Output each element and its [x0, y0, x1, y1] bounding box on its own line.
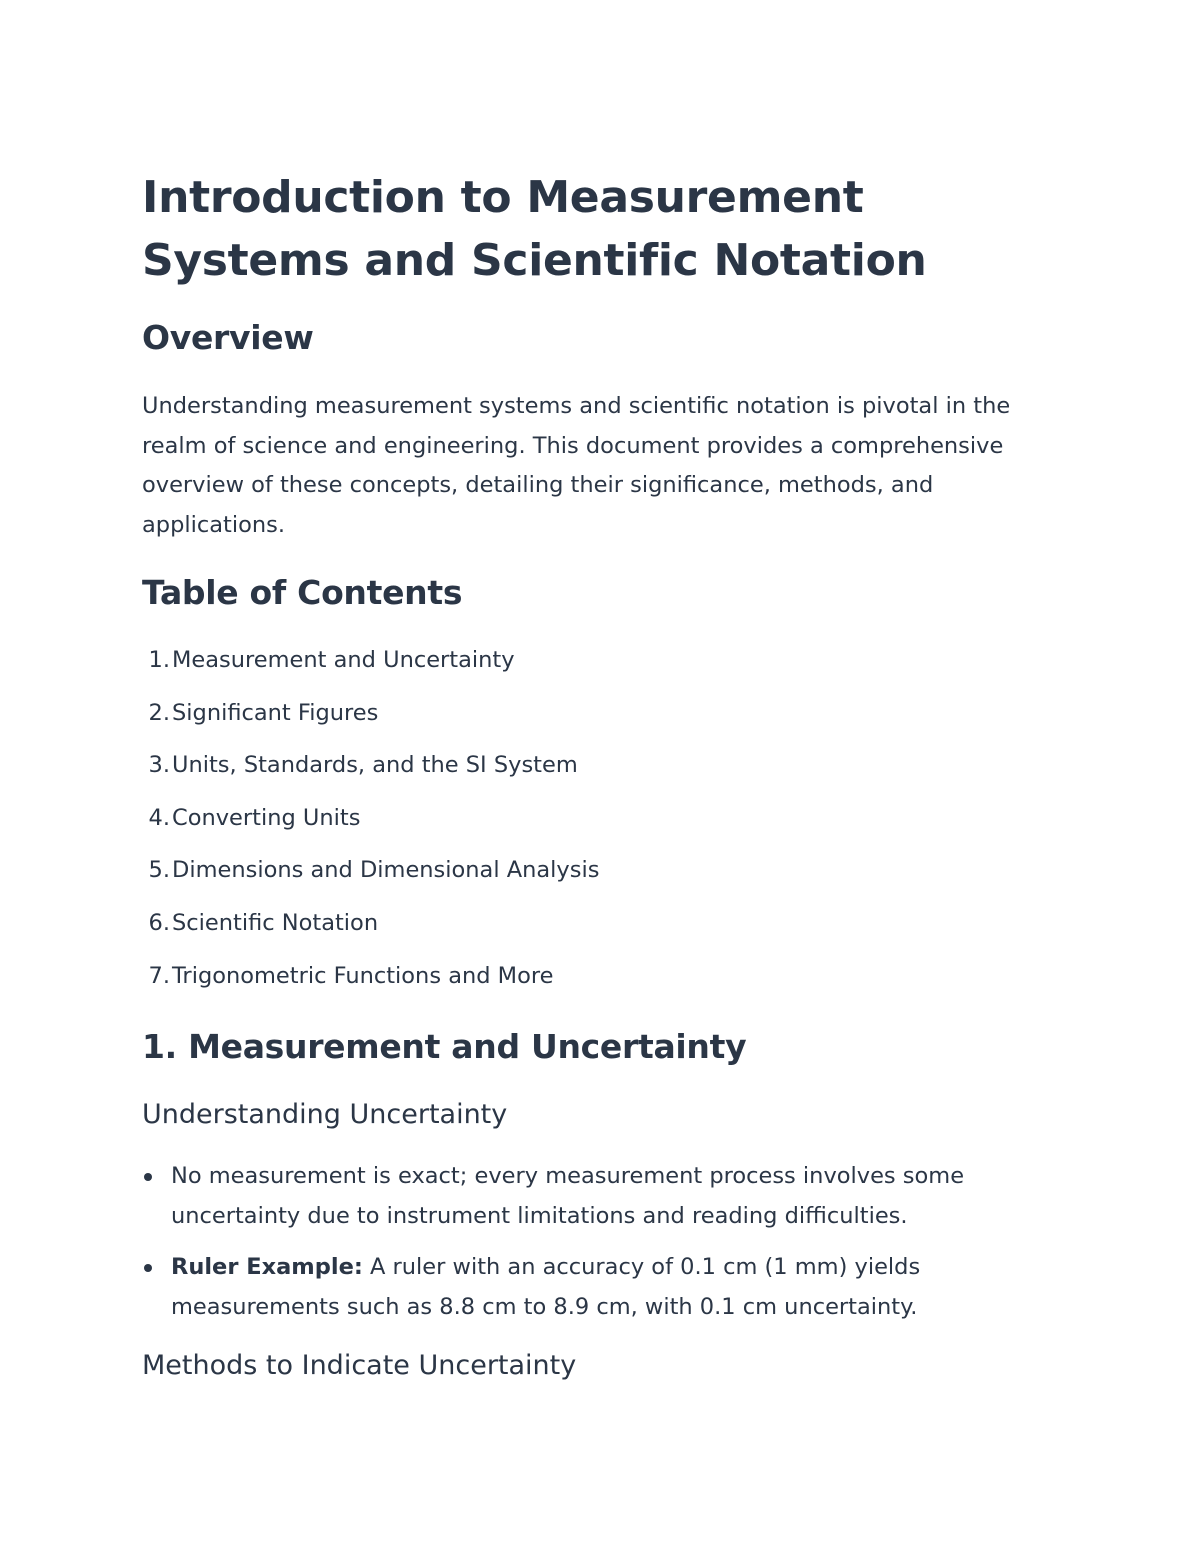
toc-item-trigonometric-functions[interactable] — [142, 958, 599, 1011]
bullet-icon — [144, 1173, 152, 1181]
table-of-contents — [142, 642, 599, 1010]
bullet-text: No measurement is exact; every measurement process involves some uncertainty due to instrument limitations and reading difficulties. — [171, 1163, 965, 1229]
toc-item-measurement-uncertainty[interactable] — [142, 642, 599, 695]
toc-item-label: Converting Units — [172, 804, 361, 831]
bullet-text: A ruler with an accuracy of 0.1 cm (1 mm) yields measurements such as 8.8 cm to 8.9 cm, with 0.1 cm uncertainty. — [171, 1254, 921, 1320]
uncertainty-bullet-list — [142, 1157, 1042, 1339]
document-title: Introduction to Measurement Systems and Scientific Notation — [142, 172, 927, 286]
toc-item-dimensional-analysis[interactable] — [142, 852, 599, 905]
section-heading-measurement-uncertainty: 1. Measurement and Uncertainty — [142, 1027, 747, 1066]
toc-item-label: Measurement and Uncertainty — [172, 647, 515, 673]
toc-item-number: 4. — [148, 804, 170, 831]
toc-item-number: 5. — [148, 857, 170, 884]
toc-item-number: 3. — [148, 752, 170, 779]
toc-item-label: Trigonometric Functions and More — [172, 962, 554, 989]
toc-item-number: 2. — [148, 699, 170, 726]
toc-item-label: Units, Standards, and the SI System — [172, 752, 578, 779]
toc-item-number: 6. — [148, 909, 170, 936]
toc-item-label: Dimensions and Dimensional Analysis — [172, 857, 600, 884]
toc-item-converting-units[interactable] — [142, 800, 599, 853]
toc-item-label: Significant Figures — [172, 699, 379, 726]
toc-item-number: 1. — [148, 647, 170, 673]
bullet-icon — [144, 1264, 152, 1272]
list-item — [142, 1157, 1042, 1236]
toc-item-units-standards[interactable] — [142, 747, 599, 800]
bullet-lead: Ruler Example: — [171, 1254, 363, 1280]
subheading-understanding-uncertainty: Understanding Uncertainty — [142, 1099, 508, 1130]
subheading-methods-uncertainty: Methods to Indicate Uncertainty — [142, 1350, 577, 1381]
overview-heading: Overview — [142, 318, 314, 357]
list-item — [142, 1248, 1042, 1327]
toc-item-scientific-notation[interactable] — [142, 905, 599, 958]
toc-item-label: Scientific Notation — [172, 909, 379, 936]
toc-item-significant-figures[interactable] — [142, 695, 599, 748]
toc-heading: Table of Contents — [142, 573, 463, 612]
toc-item-number: 7. — [148, 962, 170, 989]
overview-paragraph: Understanding measurement systems and scientific notation is pivotal in the realm of science and engineering. This document provides a comprehensive overview of these concepts, detailing their significance, methods, and applications. — [142, 393, 1011, 538]
